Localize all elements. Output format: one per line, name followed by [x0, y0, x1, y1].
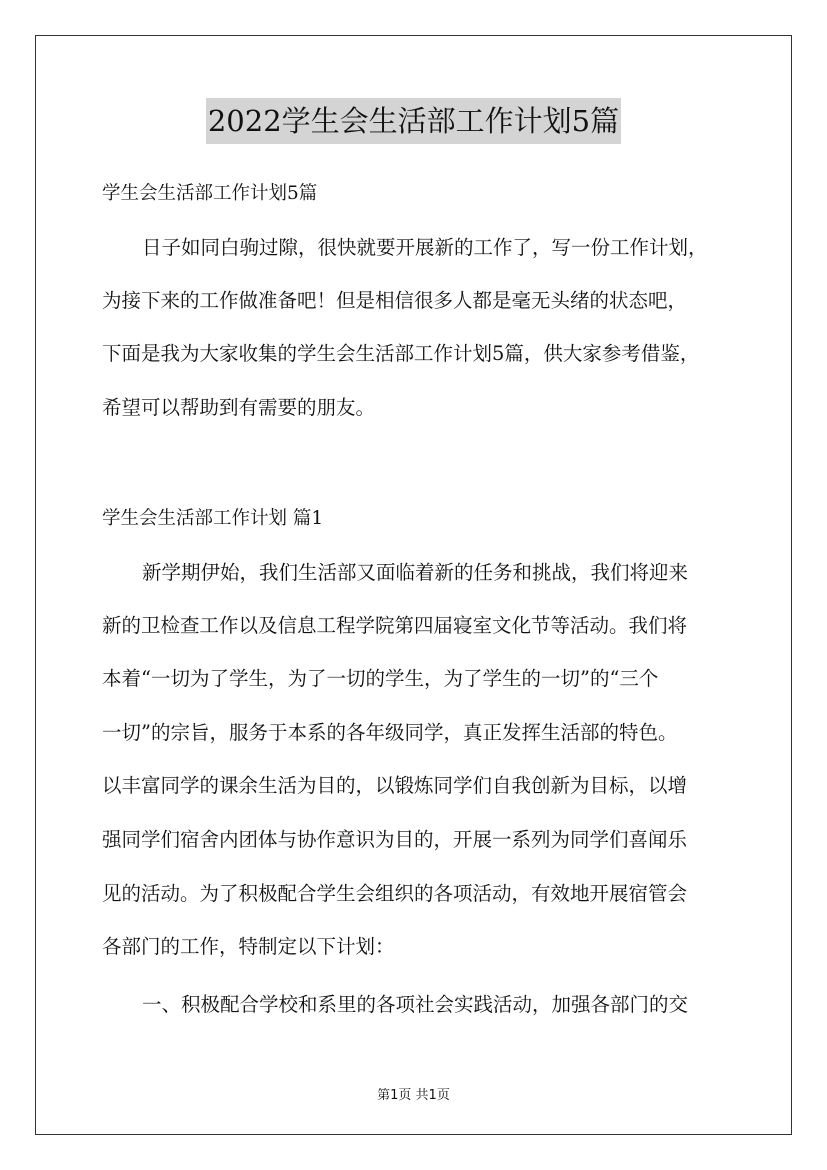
body-line: 新的卫检查工作以及信息工程学院第四届寝室文化节等活动。我们将 — [102, 614, 688, 637]
document-title: 2022学生会生活部工作计划5篇 — [206, 98, 621, 144]
body-line: 强同学们宿舍内团体与协作意识为目的，开展一系列为同学们喜闻乐 — [102, 828, 688, 851]
document-subtitle: 学生会生活部工作计划5篇 — [102, 183, 318, 204]
title-container — [0, 98, 827, 144]
section-heading: 学生会生活部工作计划 篇1 — [102, 508, 324, 529]
page-number: 第1页 共1页 — [377, 1088, 450, 1103]
intro-line: 希望可以帮助到有需要的朋友。 — [102, 396, 376, 419]
intro-line: 日子如同白驹过隙，很快就要开展新的工作了，写一份工作计划， — [142, 236, 708, 259]
intro-line: 为接下来的工作做准备吧！但是相信很多人都是毫无头绪的状态吧， — [102, 289, 688, 312]
intro-line: 下面是我为大家收集的学生会生活部工作计划5篇，供大家参考借鉴， — [102, 342, 700, 365]
body-line: 新学期伊始，我们生活部又面临着新的任务和挑战，我们将迎来 — [142, 561, 689, 584]
body-line: 见的活动。为了积极配合学生会组织的各项活动，有效地开展宿管会 — [102, 882, 688, 905]
body-line: 各部门的工作，特制定以下计划： — [102, 935, 395, 958]
body-line: 一切”的宗旨，服务于本系的各年级同学，真正发挥生活部的特色。 — [102, 721, 678, 744]
body-line: 一、积极配合学校和系里的各项社会实践活动，加强各部门的交 — [142, 993, 689, 1016]
body-line: 本着“一切为了学生，为了一切的学生，为了学生的一切”的“三个 — [102, 667, 659, 690]
body-line: 以丰富同学的课余生活为目的，以锻炼同学们自我创新为目标，以增 — [102, 774, 688, 797]
